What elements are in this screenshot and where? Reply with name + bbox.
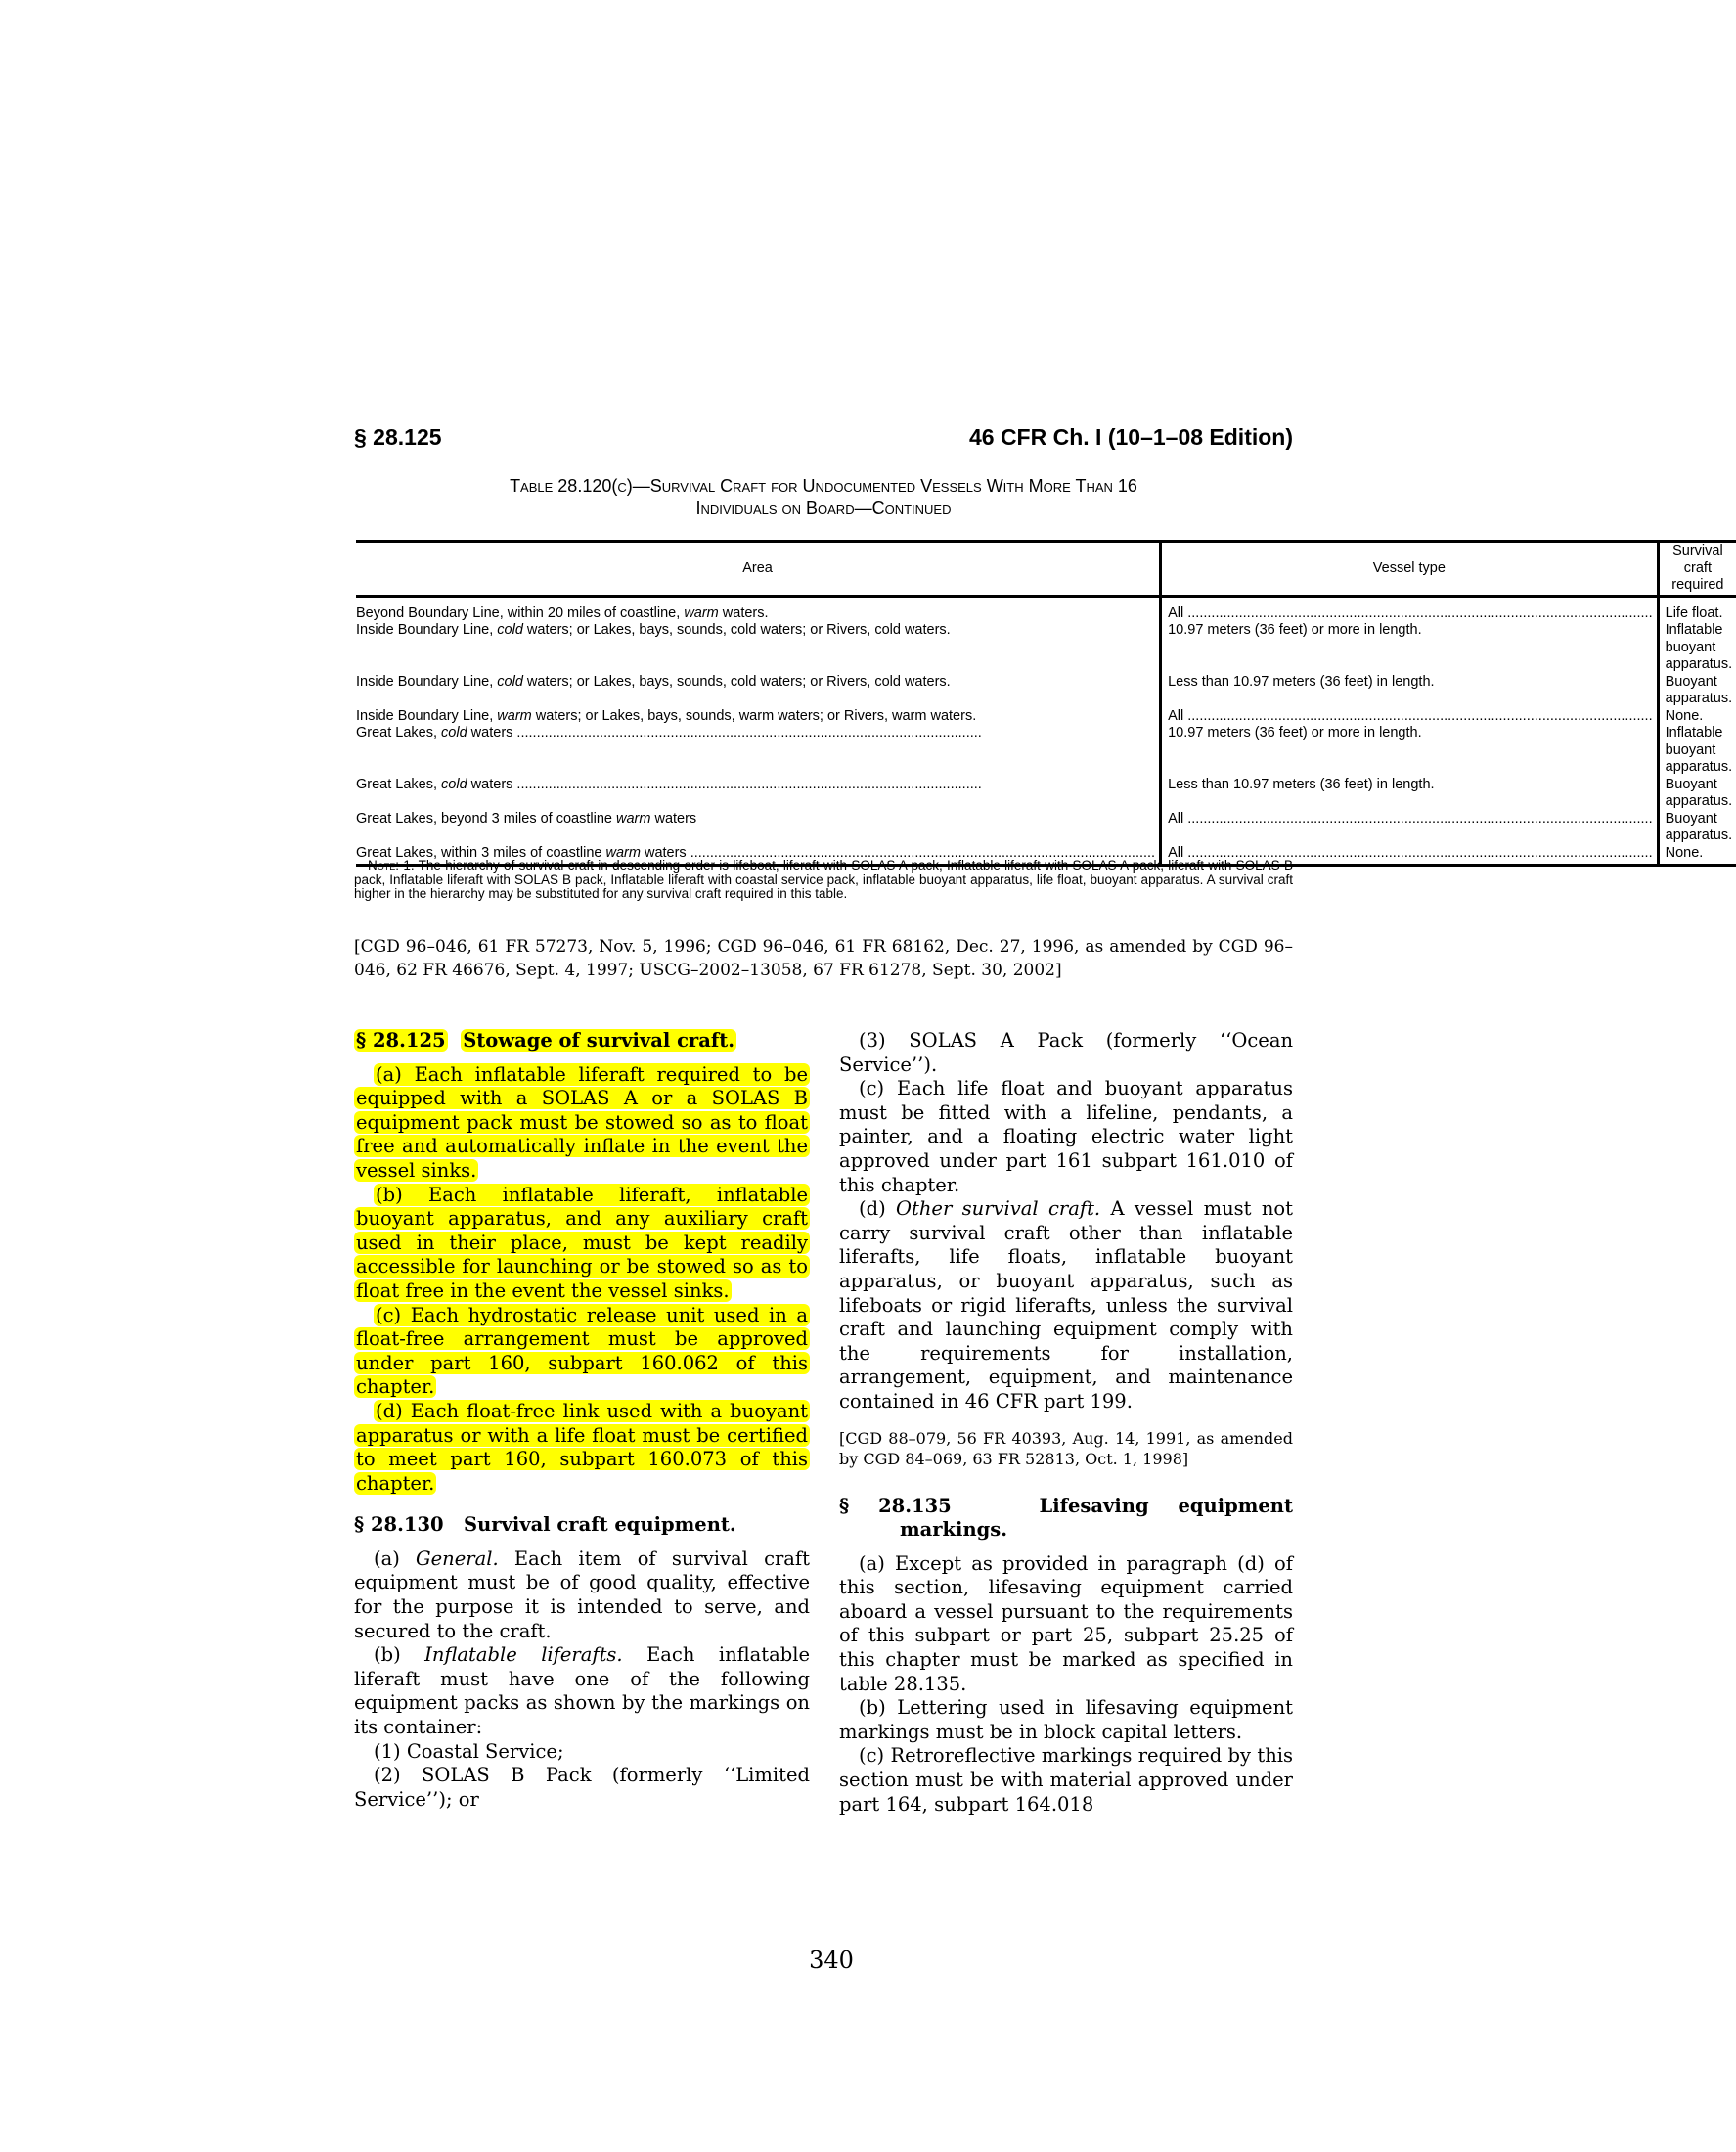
cell-survival-craft: None.: [1658, 708, 1736, 726]
cell-survival-craft: Buoyant apparatus.: [1658, 811, 1736, 845]
cell-survival-craft: Life float.: [1658, 596, 1736, 622]
cell-area: Beyond Boundary Line, within 20 miles of coastline, warm waters.: [356, 605, 769, 621]
section-heading-28-125: [354, 1029, 810, 1054]
cell-area: Inside Boundary Line, warm waters; or Lakes, bays, sounds, warm waters; or Rivers, warm waters.: [356, 707, 977, 724]
table-row: [356, 777, 1736, 811]
table-row: [356, 674, 1736, 708]
running-header-section: § 28.125: [354, 425, 442, 450]
right-column: [839, 1029, 1293, 1816]
column-header-survival-craft: Survival craft required: [1658, 542, 1736, 597]
paragraph-28-135-a: (a) Except as provided in paragraph (d) of this section, lifesaving equipment carried aboard a vessel pursuant to the requirements of this subpart or part 25, subpart 25.25 of this chapter must be marked as specified in table 28.135.: [839, 1551, 1293, 1695]
table-row: [356, 622, 1736, 674]
paragraph-28-130-d: (d) Other survival craft. A vessel must not carry survival craft other than inflatable liferafts, life floats, inflatable buoyant apparatus, or buoyant apparatus, such as lifeboats or rigid liferafts, unless the survival craft and launching equipment comply with the requirements for installation, arrangement, equipment, and maintenance contained in 46 CFR part 199.: [839, 1197, 1293, 1412]
table-body: [356, 596, 1736, 866]
section-heading-28-130: [354, 1513, 810, 1538]
table-row: [356, 725, 1736, 777]
table-title-line-1: Table 28.120(c)—Survival Craft for Undocumented Vessels With More Than 16: [510, 476, 1137, 496]
running-header-title: 46 CFR Ch. I (10–1–08 Edition): [968, 425, 1293, 450]
paragraph-28-125-d: (d) Each float-free link used with a buoyant apparatus or with a life float must be certified to meet part 160, subpart 160.073 of this chapter.: [356, 1399, 808, 1495]
cell-area: Inside Boundary Line, cold waters; or Lakes, bays, sounds, cold waters; or Rivers, cold waters.: [356, 622, 951, 638]
cell-area: Great Lakes, cold waters .....: [356, 725, 1161, 777]
paragraph-28-130-b-2: (2) SOLAS B Pack (formerly ‘‘Limited Service’’); or: [354, 1764, 810, 1811]
cell-survival-craft: Inflatable buoyant apparatus.: [1658, 622, 1736, 674]
cell-area: Great Lakes, within 3 miles of coastline warm waters .....: [356, 845, 1161, 866]
paragraph-28-135-b: (b) Lettering used in lifesaving equipment markings must be in block capital letters.: [839, 1696, 1293, 1743]
left-column: [354, 1029, 810, 1812]
cell-vessel-type: All .....: [1161, 596, 1659, 622]
citation-28-120: [CGD 96–046, 61 FR 57273, Nov. 5, 1996; CGD 96–046, 61 FR 68162, Dec. 27, 1996, as amended by CGD 96–046, 62 FR 46676, Sept. 4, 1997; USCG–2002–13058, 67 FR 61278, Sept. 30, 2002]: [354, 937, 1293, 980]
cell-survival-craft: Buoyant apparatus.: [1658, 674, 1736, 708]
cell-area: Inside Boundary Line, cold waters; or Lakes, bays, sounds, cold waters; or Rivers, cold waters.: [356, 673, 951, 690]
cell-vessel-type: All .....: [1161, 845, 1659, 866]
paragraph-28-130-c: (c) Each life float and buoyant apparatus must be fitted with a lifeline, pendants, a painter, and a floating electric water light approved under part 161 subpart 161.010 of this chapter.: [839, 1077, 1293, 1196]
paragraph-28-130-b: (b) Inflatable liferafts. Each inflatable liferaft must have one of the following equipment packs as shown by the markings on its container:: [354, 1643, 810, 1739]
column-header-vessel-type: Vessel type: [1161, 542, 1659, 597]
cell-area: Great Lakes, cold waters .....: [356, 777, 1161, 811]
table-note: [354, 859, 1293, 902]
table-title: [354, 475, 1293, 518]
citation-28-130: [CGD 88–079, 56 FR 40393, Aug. 14, 1991, as amended by CGD 84–069, 63 FR 52813, Oct. 1, 1998]: [839, 1428, 1293, 1468]
column-header-area: Area: [356, 542, 1161, 597]
table-row: [356, 708, 1736, 726]
paragraph-28-130-b-1: (1) Coastal Service;: [374, 1739, 564, 1763]
section-number: § 28.135: [839, 1494, 952, 1517]
paragraph-28-125-a: (a) Each inflatable liferaft required to be equipped with a SOLAS A or a SOLAS B equipment pack must be stowed so as to float free and automatically inflate in the event the vessel sinks.: [356, 1062, 808, 1182]
cell-survival-craft: None.: [1658, 845, 1736, 866]
cell-vessel-type: Less than 10.97 meters (36 feet) in length.: [1161, 777, 1659, 811]
section-title: Stowage of survival craft.: [463, 1029, 735, 1052]
paragraph-28-130-a: (a) General. Each item of survival craft equipment must be of good quality, effective for the purpose it is intended to serve, and secured to the craft.: [354, 1547, 810, 1642]
table-row: [356, 596, 1736, 622]
cell-vessel-type: All .....: [1161, 708, 1659, 726]
paragraph-28-130-b-3: (3) SOLAS A Pack (formerly ‘‘Ocean Service’’).: [839, 1029, 1293, 1076]
cell-vessel-type: 10.97 meters (36 feet) or more in length.: [1161, 725, 1659, 777]
page-number: 340: [809, 1947, 854, 1974]
paragraph-28-135-c: (c) Retroreflective markings required by this section must be with material approved under part 164, subpart 164.018: [839, 1744, 1293, 1816]
cell-vessel-type: 10.97 meters (36 feet) or more in length.: [1161, 622, 1659, 674]
cell-vessel-type: Less than 10.97 meters (36 feet) in length.: [1161, 674, 1659, 708]
table-title-line-2: Individuals on Board—Continued: [695, 498, 952, 517]
cell-survival-craft: Buoyant apparatus.: [1658, 777, 1736, 811]
table-header-row: [356, 542, 1736, 597]
section-title: Survival craft equipment.: [464, 1513, 736, 1537]
survival-craft-table: [356, 540, 1736, 867]
table-row: [356, 811, 1736, 845]
cell-area: Great Lakes, beyond 3 miles of coastline warm waters: [356, 810, 697, 827]
cell-survival-craft: Inflatable buoyant apparatus.: [1658, 725, 1736, 777]
section-title: Lifesaving equipment markings.: [900, 1494, 1293, 1542]
paragraph-28-125-c: (c) Each hydrostatic release unit used in a float-free arrangement must be approved under part 160, subpart 160.062 of this chapter.: [356, 1303, 808, 1399]
section-heading-28-135: [839, 1495, 1293, 1543]
section-number: § 28.125: [356, 1029, 446, 1052]
section-number: § 28.130: [354, 1513, 444, 1537]
note-text: 1. The hierarchy of survival craft in descending order is lifeboat, liferaft with SOLAS A pack, Inflatable liferaft with SOLAS A pack, liferaft with SOLAS B pack, Inflatable liferaft with SOLAS B pack, Inflatable liferaft with coastal service pack, inflatable buoyant apparatus, life float, buoyant apparatus. A survival craft higher in the hierarchy may be substituted for any survival craft required in this table.: [354, 858, 1293, 901]
cell-vessel-type: All .....: [1161, 811, 1659, 845]
paragraph-28-125-b: (b) Each inflatable liferaft, inflatable buoyant apparatus, and any auxiliary craft used in their place, must be kept readily accessible for launching or be stowed so as to float free in the event the vessel sinks.: [356, 1183, 808, 1302]
note-label: Note:: [368, 858, 400, 873]
